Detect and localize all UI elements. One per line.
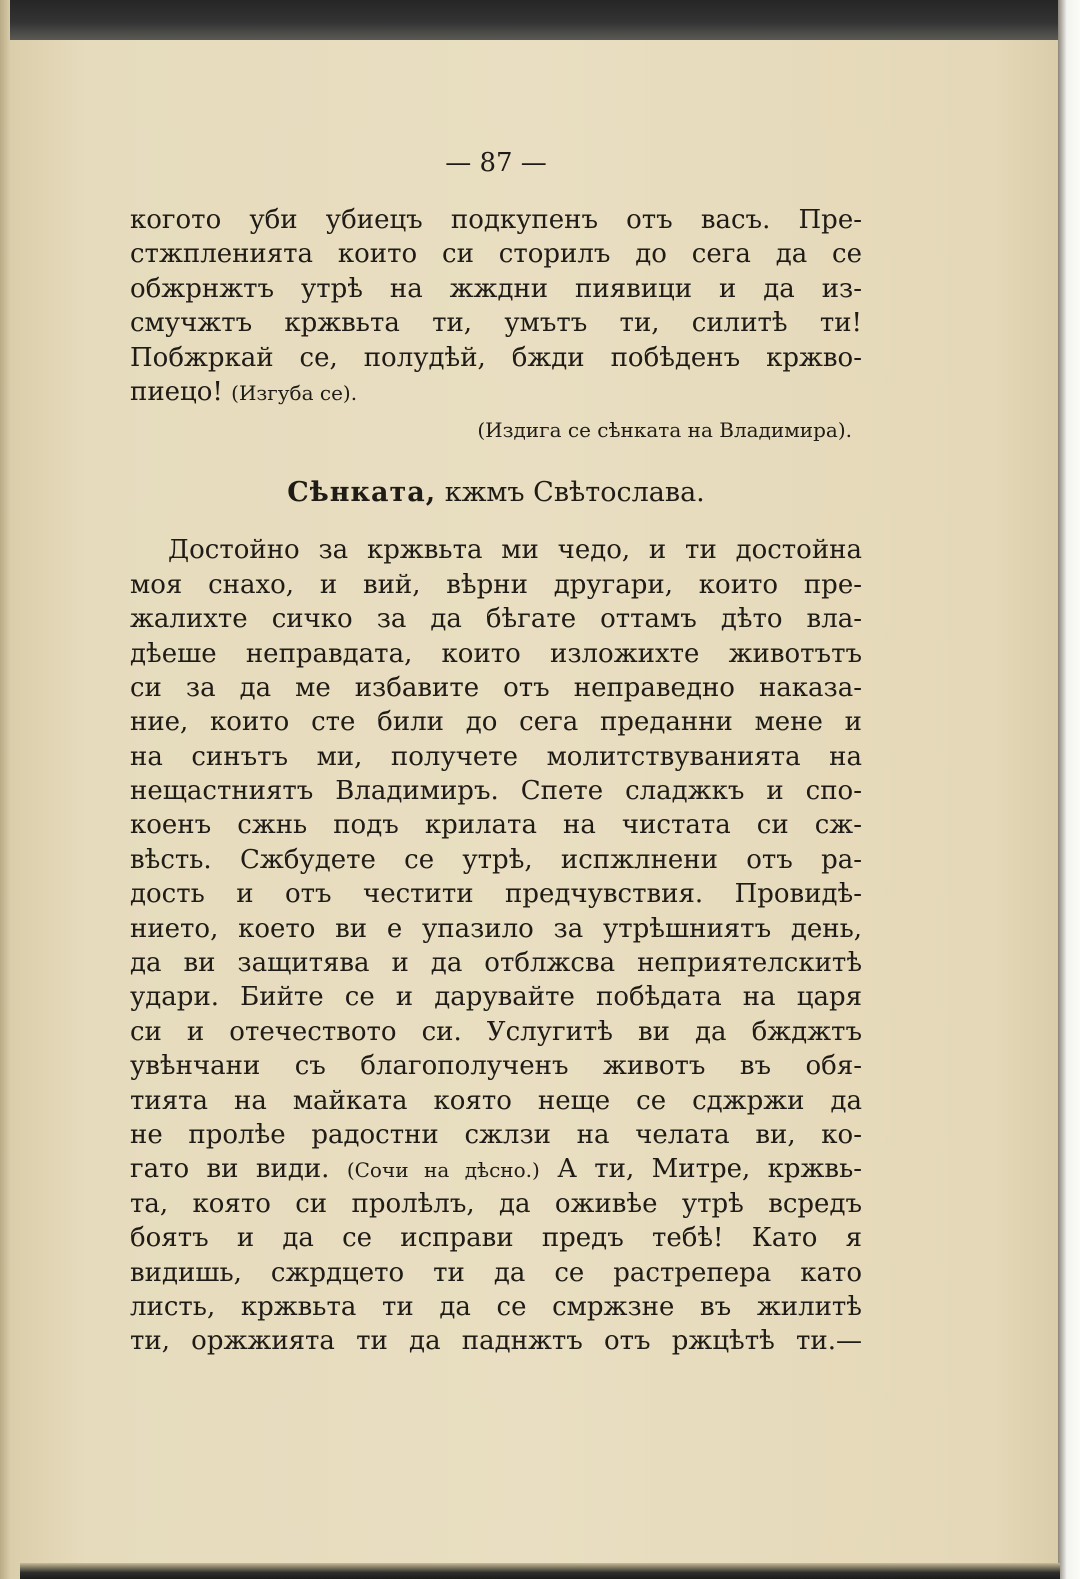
text-line: увѣнчани съ благополученъ животъ въ обя- xyxy=(130,1051,862,1082)
text-line: когото уби убиецъ подкупенъ отъ васъ. Пре- xyxy=(130,205,862,235)
text-line xyxy=(130,1152,862,1186)
text-line: смучжтъ кржвьта ти, умътъ ти, силитѣ ти! xyxy=(130,308,862,339)
text-line: боятъ и да се исправи предъ тебѣ! Като я xyxy=(130,1223,862,1254)
text-line: жалихте сичко за да бѣгате оттамъ дѣто вла- xyxy=(130,604,862,635)
speaker-addressee: кжмъ Свѣтослава. xyxy=(444,477,705,509)
text-line: не пролѣе радостни сжлзи на челата ви, ко- xyxy=(130,1119,862,1150)
text-line: дость и отъ честити предчувствия. Провидѣ- xyxy=(130,879,862,910)
speaker-heading xyxy=(130,463,862,523)
speaker-name: Сѣнката, xyxy=(287,477,437,509)
text-line: ние, които сте били до сега преданни мене и xyxy=(130,707,862,738)
text-line: коенъ сжнь подъ крилата на чистата си сж- xyxy=(130,810,862,841)
text-line: удари. Бийте се и дарувайте побѣдата на царя xyxy=(130,982,862,1013)
text-line: видишь, сжрдцето ти да се растрепера като xyxy=(130,1257,862,1288)
text-line xyxy=(130,375,862,409)
text-line: вѣсть. Сжбудете се утрѣ, испжлнени отъ ра- xyxy=(130,844,862,875)
text-line: нещастниятъ Владимиръ. Спете сладжкъ и спо- xyxy=(130,776,862,807)
body-text xyxy=(130,203,862,1359)
inline-stage-direction: (Изгуба се). xyxy=(231,380,358,405)
text-line: стжпленията които си сторилъ до сега да се xyxy=(130,239,862,270)
stage-direction: (Издига се сѣнката на Владимира). xyxy=(477,418,852,443)
paragraph-end-word: пиецо! xyxy=(130,376,223,407)
page-number: — 87 — xyxy=(445,148,547,178)
line-end: А ти, Митре, кржвь- xyxy=(557,1154,863,1185)
text-line: обжрнжтъ утрѣ на жждни пиявици и да из- xyxy=(130,273,862,304)
text-line: ти, оржжията ти да паднжтъ отъ ржцѣтѣ ти.— xyxy=(130,1326,862,1357)
line-start: гато ви види. xyxy=(130,1154,330,1185)
text-line: да ви защитява и да отблжсва неприятелскитѣ xyxy=(130,948,862,979)
text-line: Достойно за кржвьта ми чедо, и ти достойна xyxy=(168,535,862,566)
text-line: на синътъ ми, получете молитствуванията на xyxy=(130,741,862,772)
text-line: моя снахо, и вий, вѣрни другари, които пре- xyxy=(130,569,862,600)
text-line: си и отечеството си. Услугитѣ ви да бжджтъ xyxy=(130,1016,862,1047)
text-line: тията на майката която неще се сджржи да xyxy=(130,1085,862,1116)
text-line: Побжркай се, полудѣй, бжди побѣденъ кржво- xyxy=(130,342,862,373)
scan-left-border xyxy=(0,0,10,1579)
scan-top-border xyxy=(0,0,1060,40)
text-line: нието, което ви е упазило за утрѣшниятъ день, xyxy=(130,913,862,944)
text-line: дѣеше неправдата, които изложихте животътъ xyxy=(130,638,862,669)
text-line: си за да ме избавите отъ неправедно наказа- xyxy=(130,672,862,703)
text-line: та, която си пролѣлъ, да оживѣе утрѣ всредъ xyxy=(130,1188,862,1219)
text-line: листь, кржвьта ти да се смржзне въ жилитѣ xyxy=(130,1291,862,1322)
scan-right-border xyxy=(1058,0,1080,1579)
inline-stage-direction: (Сочи на дѣсно.) xyxy=(346,1158,540,1183)
scan-bottom-border xyxy=(20,1563,1060,1579)
